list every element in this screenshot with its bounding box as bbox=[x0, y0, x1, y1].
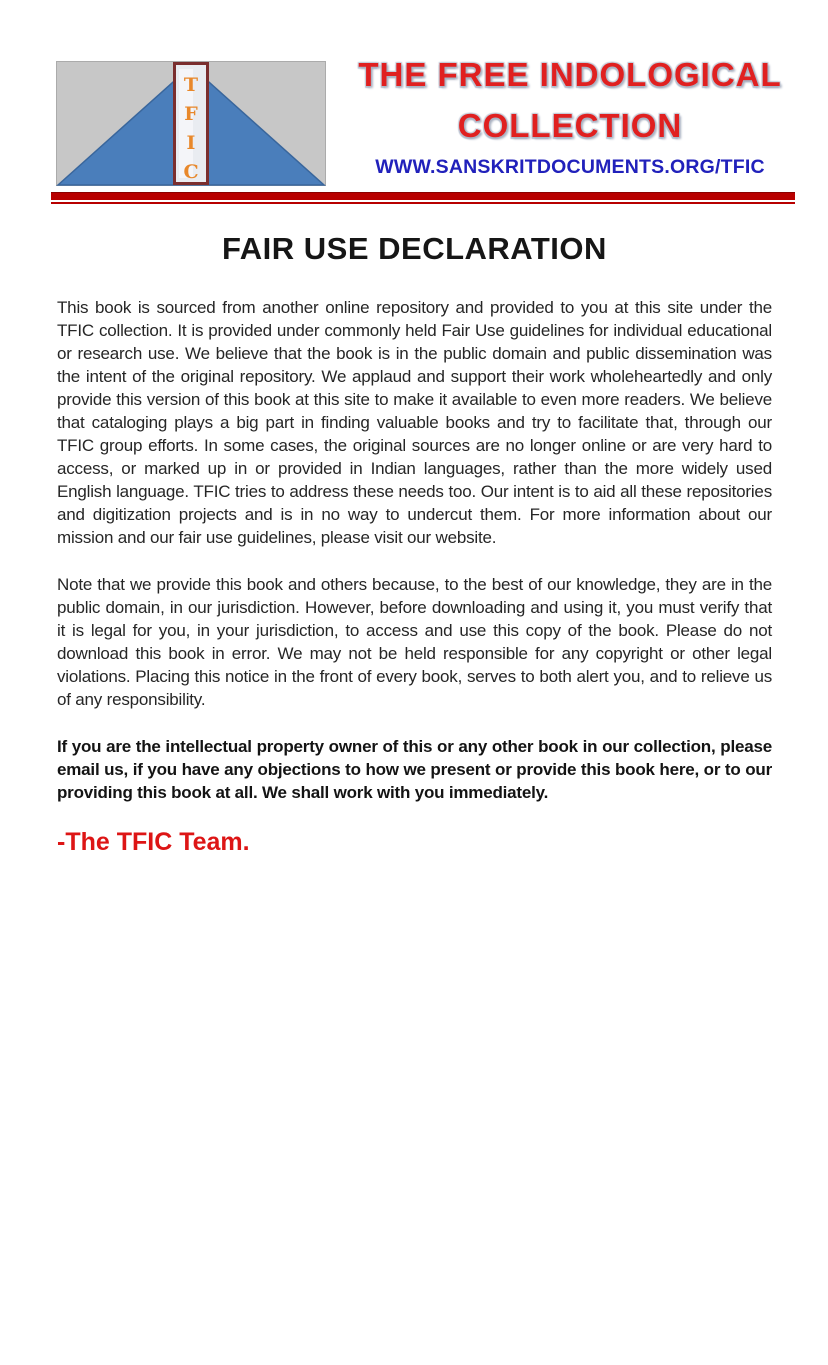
signature: -The TFIC Team. bbox=[57, 828, 250, 856]
tfic-logo bbox=[56, 61, 326, 186]
rule-thick-line bbox=[51, 192, 795, 200]
document-body bbox=[57, 230, 772, 857]
logo-letter-i: I bbox=[186, 132, 196, 154]
logo-letter-c: C bbox=[183, 161, 199, 183]
paragraph-fair-use: This book is sourced from another online repository and provided to you at this site under the TFIC collection. It is provided under commonly held Fair Use guidelines for individual educational or research use. We believe that the book is in the public domain and public dissemination was the intent of the original repository. We applaud and support their work wholeheartedly and only provide this version of this book at this site to make it available to even more readers. We believe that cataloging plays a big part in finding valuable books and try to facilitate that, through our TFIC group efforts. In some cases, the original sources are no longer online or are very hard to access, or marked up in or provided in Indian languages, rather than the more widely used English language. TFIC tries to address these needs too. Our intent is to aid all these repositories and digitization projects and is in no way to undercut them. For more information about our mission and our fair use guidelines, please visit our website. bbox=[57, 298, 772, 547]
paragraph-legal-note: Note that we provide this book and others because, to the best of our knowledge, they are in the public domain, in our jurisdiction. However, before downloading and using it, you must verify that it is legal for you, in your jurisdiction, to access and use this copy of the book. Please do not download this book in error. We may not be held responsible for any copyright or other legal violations. Placing this notice in the front of every book, serves to both alert you, and to relieve us of any responsibility. bbox=[57, 575, 772, 709]
collection-url: WWW.SANSKRITDOCUMENTS.ORG/TFIC bbox=[375, 156, 765, 178]
paragraph-ip-owner-bold: If you are the intellectual property owner of this or any other book in our collection, please email us, if you have any objections to how we present or provide this book here, or to our providing this book at all. We shall work with you immediately. bbox=[57, 737, 772, 802]
collection-title-line2: COLLECTION bbox=[457, 107, 683, 144]
collection-title-line1: THE FREE INDOLOGICAL bbox=[358, 56, 782, 93]
header-text bbox=[344, 58, 796, 179]
page-title: FAIR USE DECLARATION bbox=[222, 231, 607, 266]
double-red-rule bbox=[51, 192, 795, 204]
rule-thin-line bbox=[51, 202, 795, 204]
logo-letter-f: F bbox=[184, 103, 198, 125]
logo-letter-t: T bbox=[183, 74, 199, 96]
